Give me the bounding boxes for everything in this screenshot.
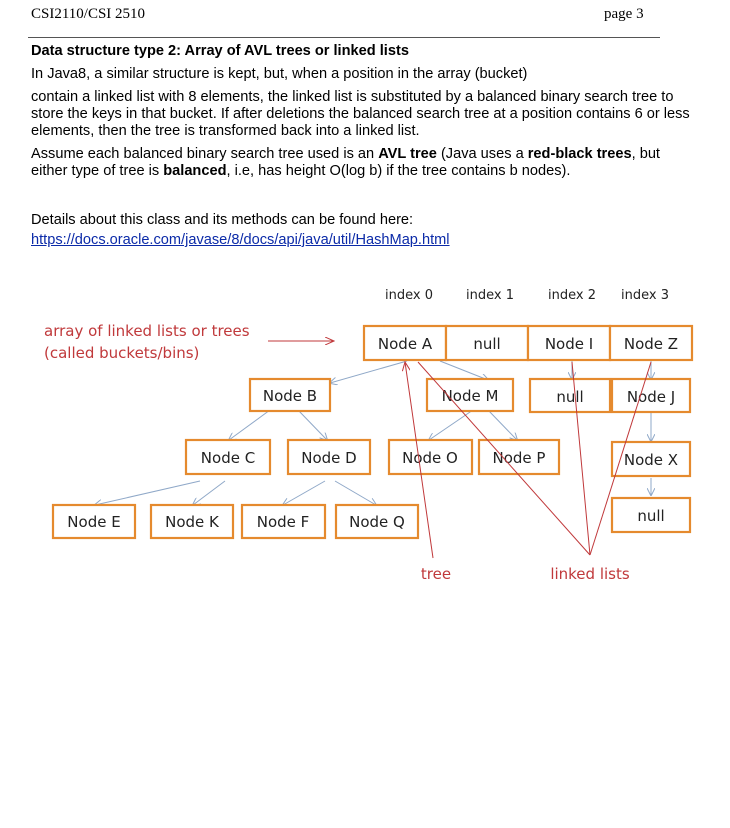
edge-m-o — [429, 410, 473, 440]
index-label-2: index 2 — [548, 288, 596, 303]
edge-b-c — [229, 410, 270, 440]
avl-term: AVL tree — [378, 146, 437, 162]
red-black-term: red-black trees — [527, 146, 632, 162]
null-index-1: null — [473, 335, 501, 353]
index-label-1: index 1 — [466, 288, 514, 303]
array-caption-line2: (called buckets/bins) — [44, 344, 200, 362]
null-after-x: null — [637, 507, 665, 525]
avl-text-a: Assume each balanced binary search tree used is an — [31, 146, 379, 162]
node-b: Node B — [262, 387, 318, 405]
edge-m-p — [488, 410, 517, 440]
node-q: Node Q — [349, 513, 405, 531]
array-caption-line1: array of linked lists or trees — [44, 322, 250, 340]
paragraph-intro: In Java8, a similar structure is kept, but, when a position in the array (bucket) — [31, 66, 528, 82]
tree-label: tree — [420, 565, 452, 583]
node-i: Node I — [544, 335, 594, 353]
page-number: page 3 — [604, 6, 644, 22]
index-label-0: index 0 — [385, 288, 433, 303]
edge-d-q — [335, 481, 376, 505]
avl-text-e: , but either type of tree is — [31, 146, 660, 179]
avl-text-g: , i.e, has height O(log b) if the tree contains b nodes). — [226, 163, 571, 179]
node-k: Node K — [165, 513, 219, 531]
balanced-term: balanced — [163, 163, 227, 179]
node-p: Node P — [492, 449, 546, 467]
hashmap-doc-link[interactable]: https://docs.oracle.com/javase/8/docs/api/java/util/HashMap.html — [31, 232, 450, 248]
node-f: Node F — [256, 513, 310, 531]
node-m: Node M — [441, 387, 499, 405]
node-a: Node A — [377, 335, 433, 353]
node-z: Node Z — [623, 335, 679, 353]
node-d: Node D — [301, 449, 357, 467]
linked-lists-label: linked lists — [550, 565, 630, 583]
index-label-3: index 3 — [621, 288, 669, 303]
node-c: Node C — [200, 449, 256, 467]
edge-b-d — [298, 410, 327, 440]
node-o: Node O — [402, 449, 458, 467]
section-title: Data structure type 2: Array of AVL trees or linked lists — [31, 43, 409, 59]
edge-d-f — [283, 481, 325, 505]
paragraph-substitution: contain a linked list with 8 elements, the linked list is substituted by a balanced binary search tree to store the keys in that bucket. If after deletions the balanced search tree at a position contains 6 or less elements, then the tree is transformed back into a linked list. — [31, 89, 690, 139]
edge-a-b — [330, 361, 407, 383]
node-e: Node E — [67, 513, 121, 531]
edge-c-k — [193, 481, 225, 505]
details-text: Details about this class and its methods can be found here: — [31, 212, 414, 228]
node-j: Node J — [626, 388, 676, 406]
node-x: Node X — [623, 451, 679, 469]
course-code: CSI2110/CSI 2510 — [31, 6, 146, 22]
edge-c-e — [95, 481, 200, 505]
null-after-i: null — [556, 388, 584, 406]
edge-a-m — [440, 361, 488, 380]
avl-text-c: (Java uses a — [436, 146, 528, 162]
